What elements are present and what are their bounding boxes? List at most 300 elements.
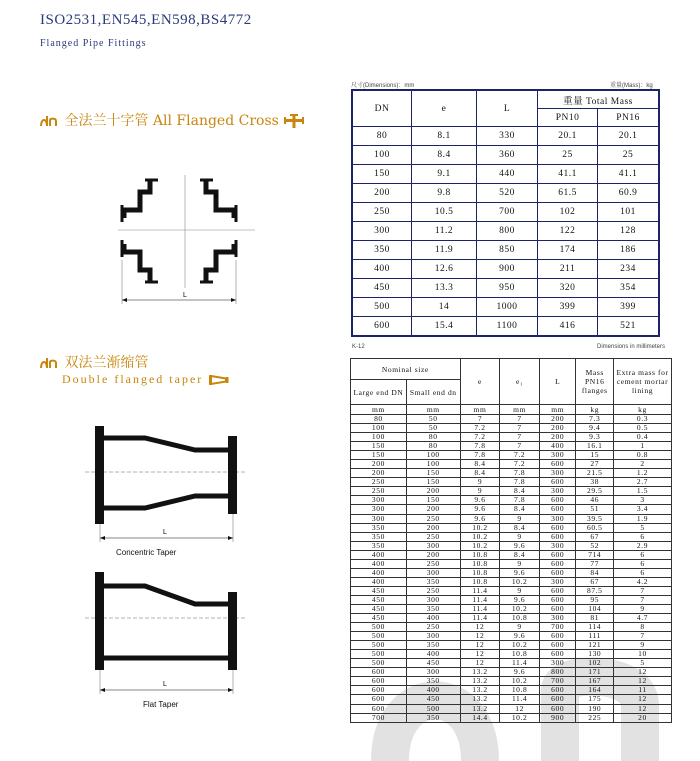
table-cell: 102 [538, 203, 598, 222]
table-cell: 67 [576, 577, 614, 586]
section2-title-en-row [62, 372, 230, 387]
col-e: e [460, 359, 500, 405]
table-cell: 600 [539, 532, 576, 541]
table-cell: 350 [351, 532, 407, 541]
table-cell: 13.2 [460, 695, 500, 704]
table-cell: 25 [538, 146, 598, 165]
table-row [351, 695, 672, 704]
table-cell: 27 [576, 460, 614, 469]
table-cell: 15.4 [412, 317, 477, 337]
table-cell: 128 [598, 222, 659, 241]
table-cell: 600 [539, 695, 576, 704]
table-cell: 50 [406, 415, 460, 424]
table-row [351, 704, 672, 713]
table-cell: 4.2 [614, 577, 672, 586]
table-cell: 200 [352, 184, 412, 203]
cross-length-label: L [183, 292, 187, 299]
table-cell: 450 [406, 659, 460, 668]
table-cell: 600 [539, 559, 576, 568]
table-cell: 700 [539, 623, 576, 632]
table-cell: 1.5 [614, 487, 672, 496]
table-cell: 300 [352, 222, 412, 241]
table-row [351, 442, 672, 451]
table-cell: 9 [614, 604, 672, 613]
table-cell: 46 [576, 496, 614, 505]
table-cell: 52 [576, 541, 614, 550]
table-cell: 500 [351, 632, 407, 641]
table-cell: 450 [406, 695, 460, 704]
dimensions-note-mm: Dimensions in millimeters [597, 344, 666, 350]
table-cell: 10.5 [412, 203, 477, 222]
section1-title-row [40, 110, 305, 130]
table-cell: 400 [351, 550, 407, 559]
table-cell: 7.8 [460, 451, 500, 460]
table-cell: 200 [406, 487, 460, 496]
table-cell: 11.4 [460, 614, 500, 623]
table-cell: 250 [406, 586, 460, 595]
table-cell: 11.2 [412, 222, 477, 241]
table-cell: 100 [352, 146, 412, 165]
table-cell: 14 [412, 298, 477, 317]
table-cell: 600 [539, 641, 576, 650]
brand-logo-icon [40, 357, 58, 369]
table-cell: 12 [460, 632, 500, 641]
table-cell: 7 [614, 595, 672, 604]
table-cell: 600 [351, 686, 407, 695]
table-cell: 150 [351, 442, 407, 451]
table-cell: 13.2 [460, 668, 500, 677]
table-cell: 7.2 [500, 451, 540, 460]
table-cell: 7 [500, 442, 540, 451]
table-row [351, 541, 672, 550]
table-cell: 350 [406, 677, 460, 686]
table-cell: 87.5 [576, 586, 614, 595]
table-cell: 10.8 [460, 550, 500, 559]
table-cell: 0.3 [614, 415, 672, 424]
table-cell: 10.2 [500, 713, 540, 722]
table-cell: 450 [351, 604, 407, 613]
table-cell: 164 [576, 686, 614, 695]
table-cell: 354 [598, 279, 659, 298]
col-pn10: PN10 [538, 109, 598, 127]
table-cell: 360 [477, 146, 538, 165]
table-cell: 7.2 [460, 433, 500, 442]
table-cell: 10.8 [500, 614, 540, 623]
unit: kg [576, 405, 614, 415]
table-cell: 600 [539, 595, 576, 604]
table-cell: 171 [576, 668, 614, 677]
table-cell: 300 [539, 614, 576, 623]
table-row [351, 623, 672, 632]
table-cell: 900 [477, 260, 538, 279]
table-cell: 12 [460, 659, 500, 668]
table-cell: 600 [539, 632, 576, 641]
table-row [352, 298, 659, 317]
table-cell: 84 [576, 568, 614, 577]
table-cell: 9.3 [576, 433, 614, 442]
table-cell: 250 [351, 487, 407, 496]
table-cell: 300 [539, 487, 576, 496]
table-cell: 4.7 [614, 614, 672, 623]
table-cell: 450 [352, 279, 412, 298]
table-cell: 300 [539, 577, 576, 586]
table-row [351, 487, 672, 496]
table-cell: 6 [614, 559, 672, 568]
table-cell: 9 [460, 478, 500, 487]
table-cell: 100 [406, 451, 460, 460]
table-cell: 300 [406, 595, 460, 604]
table-cell: 10.8 [460, 577, 500, 586]
table-cell: 13.2 [460, 686, 500, 695]
table-cell: 600 [539, 568, 576, 577]
table-cell: 14.4 [460, 713, 500, 722]
table-cell: 600 [539, 460, 576, 469]
table-cell: 61.5 [538, 184, 598, 203]
table-cell: 400 [351, 559, 407, 568]
table-cell: 400 [352, 260, 412, 279]
table-cell: 8.1 [412, 127, 477, 146]
table-cell: 7 [614, 632, 672, 641]
table-cell: 350 [351, 541, 407, 550]
table-cell: 416 [538, 317, 598, 337]
table-cell: 20.1 [598, 127, 659, 146]
table-cell: 9 [500, 559, 540, 568]
table-row [351, 523, 672, 532]
table-cell: 600 [351, 677, 407, 686]
table-row [351, 659, 672, 668]
concentric-taper-caption: Concentric Taper [116, 548, 177, 557]
concentric-length-label: L [163, 529, 167, 536]
table-cell: 7.8 [500, 496, 540, 505]
col-e: e [412, 90, 477, 127]
table-cell: 450 [351, 586, 407, 595]
table-row [351, 595, 672, 604]
table-cell: 50 [406, 424, 460, 433]
table-cell: 5 [614, 523, 672, 532]
table-cell: 2 [614, 460, 672, 469]
table-cell: 12 [460, 623, 500, 632]
table-row [351, 577, 672, 586]
table-cell: 300 [351, 505, 407, 514]
table-cell: 9 [500, 586, 540, 595]
col-pn16: PN16 [598, 109, 659, 127]
table-cell: 400 [539, 442, 576, 451]
table-cell: 600 [539, 505, 576, 514]
unit: mm [406, 405, 460, 415]
unit: mm [500, 405, 540, 415]
table-cell: 7 [500, 433, 540, 442]
table-row [351, 632, 672, 641]
table-cell: 8.4 [460, 469, 500, 478]
table-cell: 5 [614, 659, 672, 668]
table-row [352, 146, 659, 165]
table-cell: 9 [460, 487, 500, 496]
table-cell: 8 [614, 623, 672, 632]
table-cell: 121 [576, 641, 614, 650]
flat-length-label: L [163, 681, 167, 688]
table-cell: 399 [598, 298, 659, 317]
table-cell: 500 [351, 659, 407, 668]
table-row [351, 415, 672, 424]
table-cell: 10.2 [500, 577, 540, 586]
table-cell: 60.5 [576, 523, 614, 532]
section1-title: 全法兰十字管 All Flanged Cross [64, 113, 279, 129]
table-cell: 12 [614, 677, 672, 686]
table-cell: 41.1 [598, 165, 659, 184]
section2-title-en: Double flanged taper [62, 372, 204, 386]
table-cell: 9 [500, 514, 540, 523]
table-cell: 11.4 [460, 604, 500, 613]
table-cell: 950 [477, 279, 538, 298]
table-cell: 600 [539, 523, 576, 532]
table-cell: 8.4 [500, 505, 540, 514]
table-cell: 150 [352, 165, 412, 184]
table-cell: 39.5 [576, 514, 614, 523]
cross-dimensions-table [351, 89, 660, 337]
table-cell: 300 [351, 496, 407, 505]
table-cell: 600 [351, 668, 407, 677]
table-cell: 200 [539, 424, 576, 433]
table-cell: 80 [406, 433, 460, 442]
table-cell: 150 [351, 451, 407, 460]
table-cell: 9.6 [500, 595, 540, 604]
table-cell: 300 [406, 668, 460, 677]
table-row [352, 222, 659, 241]
table-cell: 400 [351, 568, 407, 577]
table-cell: 320 [538, 279, 598, 298]
table-cell: 500 [352, 298, 412, 317]
table-cell: 800 [539, 668, 576, 677]
table-cell: 12 [460, 650, 500, 659]
table-cell: 1000 [477, 298, 538, 317]
table-cell: 600 [351, 704, 407, 713]
table-cell: 500 [406, 704, 460, 713]
table-cell: 250 [406, 623, 460, 632]
section2-title-cn: 双法兰渐缩管 [64, 355, 149, 371]
table-cell: 7.3 [576, 415, 614, 424]
table-row [351, 478, 672, 487]
table-cell: 8.4 [460, 460, 500, 469]
table-cell: 11.4 [460, 586, 500, 595]
dimensions-note: 尺寸(Dimensions)：mm [351, 83, 415, 89]
table-cell: 600 [539, 686, 576, 695]
table-row [352, 127, 659, 146]
table-cell: 200 [539, 433, 576, 442]
table-row [351, 505, 672, 514]
table-cell: 250 [406, 559, 460, 568]
table-cell: 400 [406, 614, 460, 623]
table-cell: 10.2 [500, 641, 540, 650]
table-cell: 150 [406, 469, 460, 478]
table-cell: 225 [576, 713, 614, 722]
table-cell: 11.4 [500, 695, 540, 704]
table-cell: 0.4 [614, 433, 672, 442]
table-row [352, 184, 659, 203]
table-cell: 521 [598, 317, 659, 337]
table-cell: 8.4 [500, 487, 540, 496]
col-mass: Mass PN16 flanges [576, 359, 614, 405]
table-cell: 20 [614, 713, 672, 722]
table-cell: 10.2 [500, 677, 540, 686]
table-cell: 7 [614, 586, 672, 595]
table-cell: 0.5 [614, 424, 672, 433]
table-cell: 9.8 [412, 184, 477, 203]
table-cell: 350 [352, 241, 412, 260]
table-cell: 104 [576, 604, 614, 613]
table-cell: 12 [460, 641, 500, 650]
table-cell: 350 [406, 577, 460, 586]
unit: mm [460, 405, 500, 415]
table-cell: 500 [351, 650, 407, 659]
table-cell: 7.8 [500, 469, 540, 478]
table-cell: 95 [576, 595, 614, 604]
table-cell: 399 [538, 298, 598, 317]
brand-logo-icon [40, 115, 58, 127]
col-l: L [477, 90, 538, 127]
table-cell: 12 [500, 704, 540, 713]
table-cell: 100 [351, 424, 407, 433]
table-cell: 6 [614, 550, 672, 559]
table-cell: 250 [406, 514, 460, 523]
table-cell: 300 [406, 568, 460, 577]
table-cell: 77 [576, 559, 614, 568]
table-cell: 300 [539, 659, 576, 668]
col-total-mass: 重量 Total Mass [538, 90, 660, 109]
table-cell: 7.2 [460, 424, 500, 433]
table-cell: 600 [352, 317, 412, 337]
table-cell: 175 [576, 695, 614, 704]
table-cell: 16.1 [576, 442, 614, 451]
table-cell: 600 [539, 704, 576, 713]
table-cell: 7.2 [500, 460, 540, 469]
table-row [351, 469, 672, 478]
document-title: ISO2531,EN545,EN598,BS4772 [40, 12, 252, 28]
table-cell: 102 [576, 659, 614, 668]
table-cell: 200 [351, 460, 407, 469]
table-cell: 520 [477, 184, 538, 203]
table-row [351, 650, 672, 659]
table-cell: 200 [406, 505, 460, 514]
table-row [352, 241, 659, 260]
table-cell: 41.1 [538, 165, 598, 184]
table-cell: 13.2 [460, 704, 500, 713]
table-cell: 300 [539, 514, 576, 523]
table-cell: 12 [614, 695, 672, 704]
table-cell: 7 [500, 424, 540, 433]
table-cell: 174 [538, 241, 598, 260]
table-cell: 350 [351, 523, 407, 532]
table-row [351, 668, 672, 677]
table-cell: 81 [576, 614, 614, 623]
table-cell: 122 [538, 222, 598, 241]
table-row [351, 496, 672, 505]
table-row [351, 641, 672, 650]
table-cell: 600 [539, 586, 576, 595]
table-cell: 211 [538, 260, 598, 279]
table-cell: 400 [406, 686, 460, 695]
table-cell: 400 [406, 650, 460, 659]
table-cell: 450 [351, 614, 407, 623]
table-cell: 0.8 [614, 451, 672, 460]
table-cell: 60.9 [598, 184, 659, 203]
table-cell: 101 [598, 203, 659, 222]
table-cell: 2.7 [614, 478, 672, 487]
section2-title-row [40, 352, 148, 372]
table-cell: 10.8 [460, 559, 500, 568]
table-cell: 130 [576, 650, 614, 659]
table-cell: 9 [614, 641, 672, 650]
table-row [352, 165, 659, 184]
table-cell: 8.4 [500, 523, 540, 532]
table-cell: 9.6 [460, 514, 500, 523]
table-cell: 10.2 [460, 541, 500, 550]
unit: mm [539, 405, 576, 415]
table-cell: 1.2 [614, 469, 672, 478]
col-l: L [539, 359, 576, 405]
table-cell: 51 [576, 505, 614, 514]
table-cell: 600 [539, 550, 576, 559]
cross-fitting-icon [283, 113, 305, 129]
table-cell: 20.1 [538, 127, 598, 146]
table-cell: 100 [406, 460, 460, 469]
table-cell: 350 [406, 641, 460, 650]
table-cell: 250 [352, 203, 412, 222]
table-cell: 11.9 [412, 241, 477, 260]
unit: mm [351, 405, 407, 415]
table-cell: 900 [539, 713, 576, 722]
table-cell: 350 [406, 604, 460, 613]
table-cell: 38 [576, 478, 614, 487]
table-cell: 250 [351, 478, 407, 487]
table-cell: 440 [477, 165, 538, 184]
table-cell: 10.8 [460, 568, 500, 577]
table-cell: 300 [406, 541, 460, 550]
col-e1: e₁ [500, 359, 540, 405]
table-cell: 114 [576, 623, 614, 632]
table-cell: 13.3 [412, 279, 477, 298]
table-cell: 300 [406, 632, 460, 641]
table-cell: 400 [351, 577, 407, 586]
table-cell: 714 [576, 550, 614, 559]
table-cell: 7 [500, 415, 540, 424]
table-cell: 6 [614, 568, 672, 577]
cross-diagram [110, 170, 260, 310]
table-cell: 190 [576, 704, 614, 713]
table-cell: 1.9 [614, 514, 672, 523]
table-cell: 800 [477, 222, 538, 241]
table-cell: 12 [614, 704, 672, 713]
table-cell: 300 [539, 541, 576, 550]
table-row [351, 686, 672, 695]
table-cell: 200 [351, 469, 407, 478]
table-row [351, 451, 672, 460]
table-code: K-12 [352, 344, 365, 350]
flat-taper-caption: Flat Taper [143, 700, 179, 709]
table-cell: 80 [352, 127, 412, 146]
table-cell: 7.8 [500, 478, 540, 487]
table-cell: 2.9 [614, 541, 672, 550]
table-cell: 11.4 [460, 595, 500, 604]
table-cell: 200 [406, 523, 460, 532]
table-cell: 150 [406, 478, 460, 487]
taper-dimensions-table [350, 358, 672, 723]
col-extra-mass: Extra mass for cement mortar lining [614, 359, 672, 405]
table-cell: 500 [351, 623, 407, 632]
flat-taper-diagram [85, 568, 245, 698]
table-row [351, 433, 672, 442]
table-cell: 13.2 [460, 677, 500, 686]
col-large-end: Large end DN [351, 380, 407, 405]
